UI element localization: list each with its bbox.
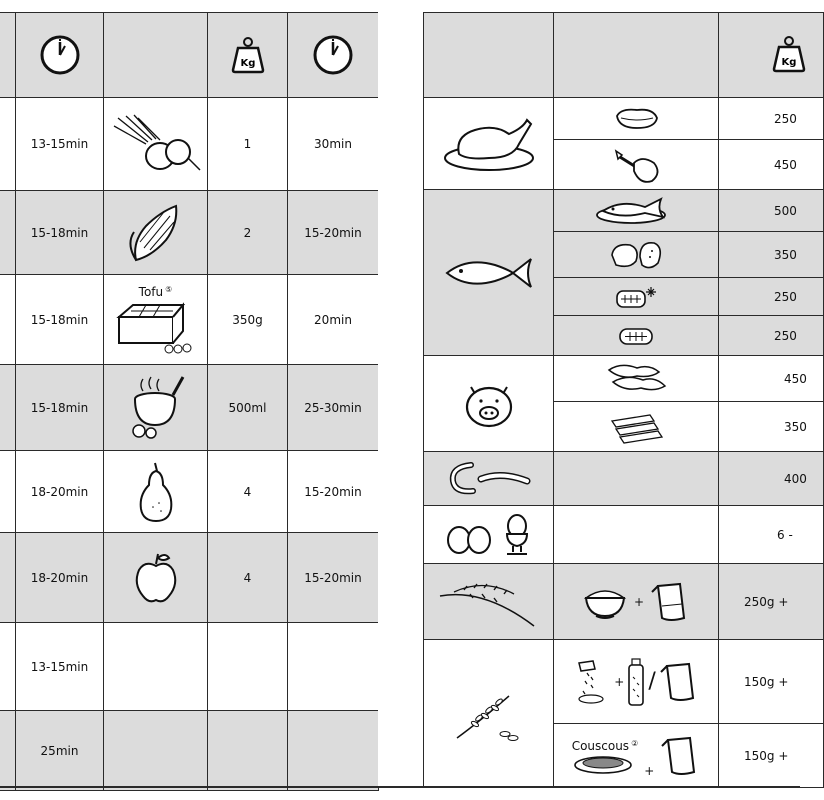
quantity-cell: 4 (208, 533, 288, 623)
time-cell: 25-30min (288, 365, 379, 451)
table-row (0, 98, 379, 191)
weight-icon (230, 35, 266, 75)
tofu-label: Tofu ⑤ (138, 284, 173, 299)
table-row (424, 98, 824, 140)
time-cell: 15-18min (16, 365, 104, 451)
quantity-cell: 250 (719, 316, 824, 356)
rice-bowl-icon (582, 582, 628, 622)
time-cell: 15-20min (288, 451, 379, 533)
plus-sign: + (614, 674, 625, 689)
quantity-cell: 150g + (719, 640, 824, 724)
time-cell: 20min (288, 275, 379, 365)
quantity-cell: 500 (719, 190, 824, 232)
quantity-cell: 350 (719, 402, 824, 452)
table-row (0, 451, 379, 533)
table-row (0, 191, 379, 275)
table-row (424, 190, 824, 232)
slash-divider: / (648, 669, 656, 694)
water-jug-icon (650, 580, 690, 624)
table-row (424, 452, 824, 506)
quantity-cell: 6 - (719, 506, 824, 564)
quantity-cell: 250g + (719, 564, 824, 640)
chicken-breast-icon (611, 106, 661, 132)
weight-header (208, 13, 288, 98)
pig-icon (461, 379, 517, 429)
table-row (424, 506, 824, 564)
pork-slices-icon (601, 360, 671, 398)
pear-icon (131, 459, 181, 525)
eggs-icon (439, 510, 539, 560)
pork-ribs-icon (606, 407, 666, 447)
quantity-cell: 2 (208, 191, 288, 275)
quantity-cell: 350g (208, 275, 288, 365)
oil-bottle-icon (627, 657, 645, 707)
table-row (424, 356, 824, 402)
table-row (0, 365, 379, 451)
time-cell: 15-18min (16, 275, 104, 365)
plus-sign: + (633, 594, 645, 609)
wheat-icon (449, 682, 529, 746)
frozen-fillet-icon (613, 283, 659, 311)
quantity-cell: 450 (719, 140, 824, 190)
chicken-icon (439, 114, 539, 174)
time-cell: 18-20min (16, 451, 104, 533)
time-cell: 25min (16, 711, 104, 791)
quantity-cell: 1 (208, 98, 288, 191)
plus-sign: + (644, 763, 655, 778)
couscous-plus-water-icon (554, 734, 718, 778)
time-cell: 15-18min (16, 191, 104, 275)
footnote-marker: ⑤ (165, 284, 173, 294)
quantity-cell: 150g + (719, 724, 824, 788)
left-cooking-table (0, 12, 379, 791)
table-row (0, 623, 379, 711)
tofu-icon (113, 299, 199, 355)
time-cell: 13-15min (16, 623, 104, 711)
table-row (424, 640, 824, 724)
time-cell: 13-15min (16, 98, 104, 191)
time-cell: 18-20min (16, 533, 104, 623)
apple-icon (131, 550, 181, 606)
drumstick-icon (608, 145, 664, 185)
table-row (0, 533, 379, 623)
couscous-plate-icon (572, 753, 634, 775)
quantity-cell: 400 (719, 452, 824, 506)
clock-icon (39, 34, 81, 76)
grain-pouring-icon (573, 657, 611, 707)
quantity-cell: 500ml (208, 365, 288, 451)
time-cell: 30min (288, 98, 379, 191)
table-row (0, 711, 379, 791)
grain-plus-oil-plus-water-icon (554, 657, 718, 707)
quantity-cell: 350 (719, 232, 824, 278)
rice-plant-icon (434, 574, 544, 630)
couscous-label: Couscous ② (571, 738, 639, 753)
fish-fillet-icon (606, 237, 666, 273)
bottom-border (0, 786, 800, 788)
quantity-cell: 250 (719, 98, 824, 140)
timer-header-2 (288, 13, 379, 98)
soup-pot-icon (121, 373, 191, 443)
right-cooking-table (423, 12, 824, 788)
table-gap (378, 12, 423, 787)
time-cell: 15-20min (288, 191, 379, 275)
corn-icon (124, 202, 188, 264)
sausage-icon (441, 457, 537, 501)
table-row (0, 275, 379, 365)
rice-bowl-plus-water-icon (554, 580, 718, 624)
whole-fish-icon (593, 195, 679, 227)
timer-header (16, 13, 104, 98)
weight-unit-label: Kg (781, 56, 797, 68)
fish-steak-icon (616, 324, 656, 348)
quantity-cell: 450 (719, 356, 824, 402)
clock-icon (312, 34, 354, 76)
water-jug-icon (660, 734, 700, 778)
footnote-marker: ② (631, 738, 639, 748)
quantity-cell: 250 (719, 278, 824, 316)
time-cell: 15-20min (288, 533, 379, 623)
beetroot-icon (108, 112, 204, 176)
quantity-cell: 4 (208, 451, 288, 533)
weight-header (719, 13, 824, 98)
table-row (424, 564, 824, 640)
water-jug-icon (659, 660, 699, 704)
weight-unit-label: Kg (240, 58, 255, 69)
weight-icon (771, 34, 807, 74)
fish-icon (441, 253, 537, 293)
